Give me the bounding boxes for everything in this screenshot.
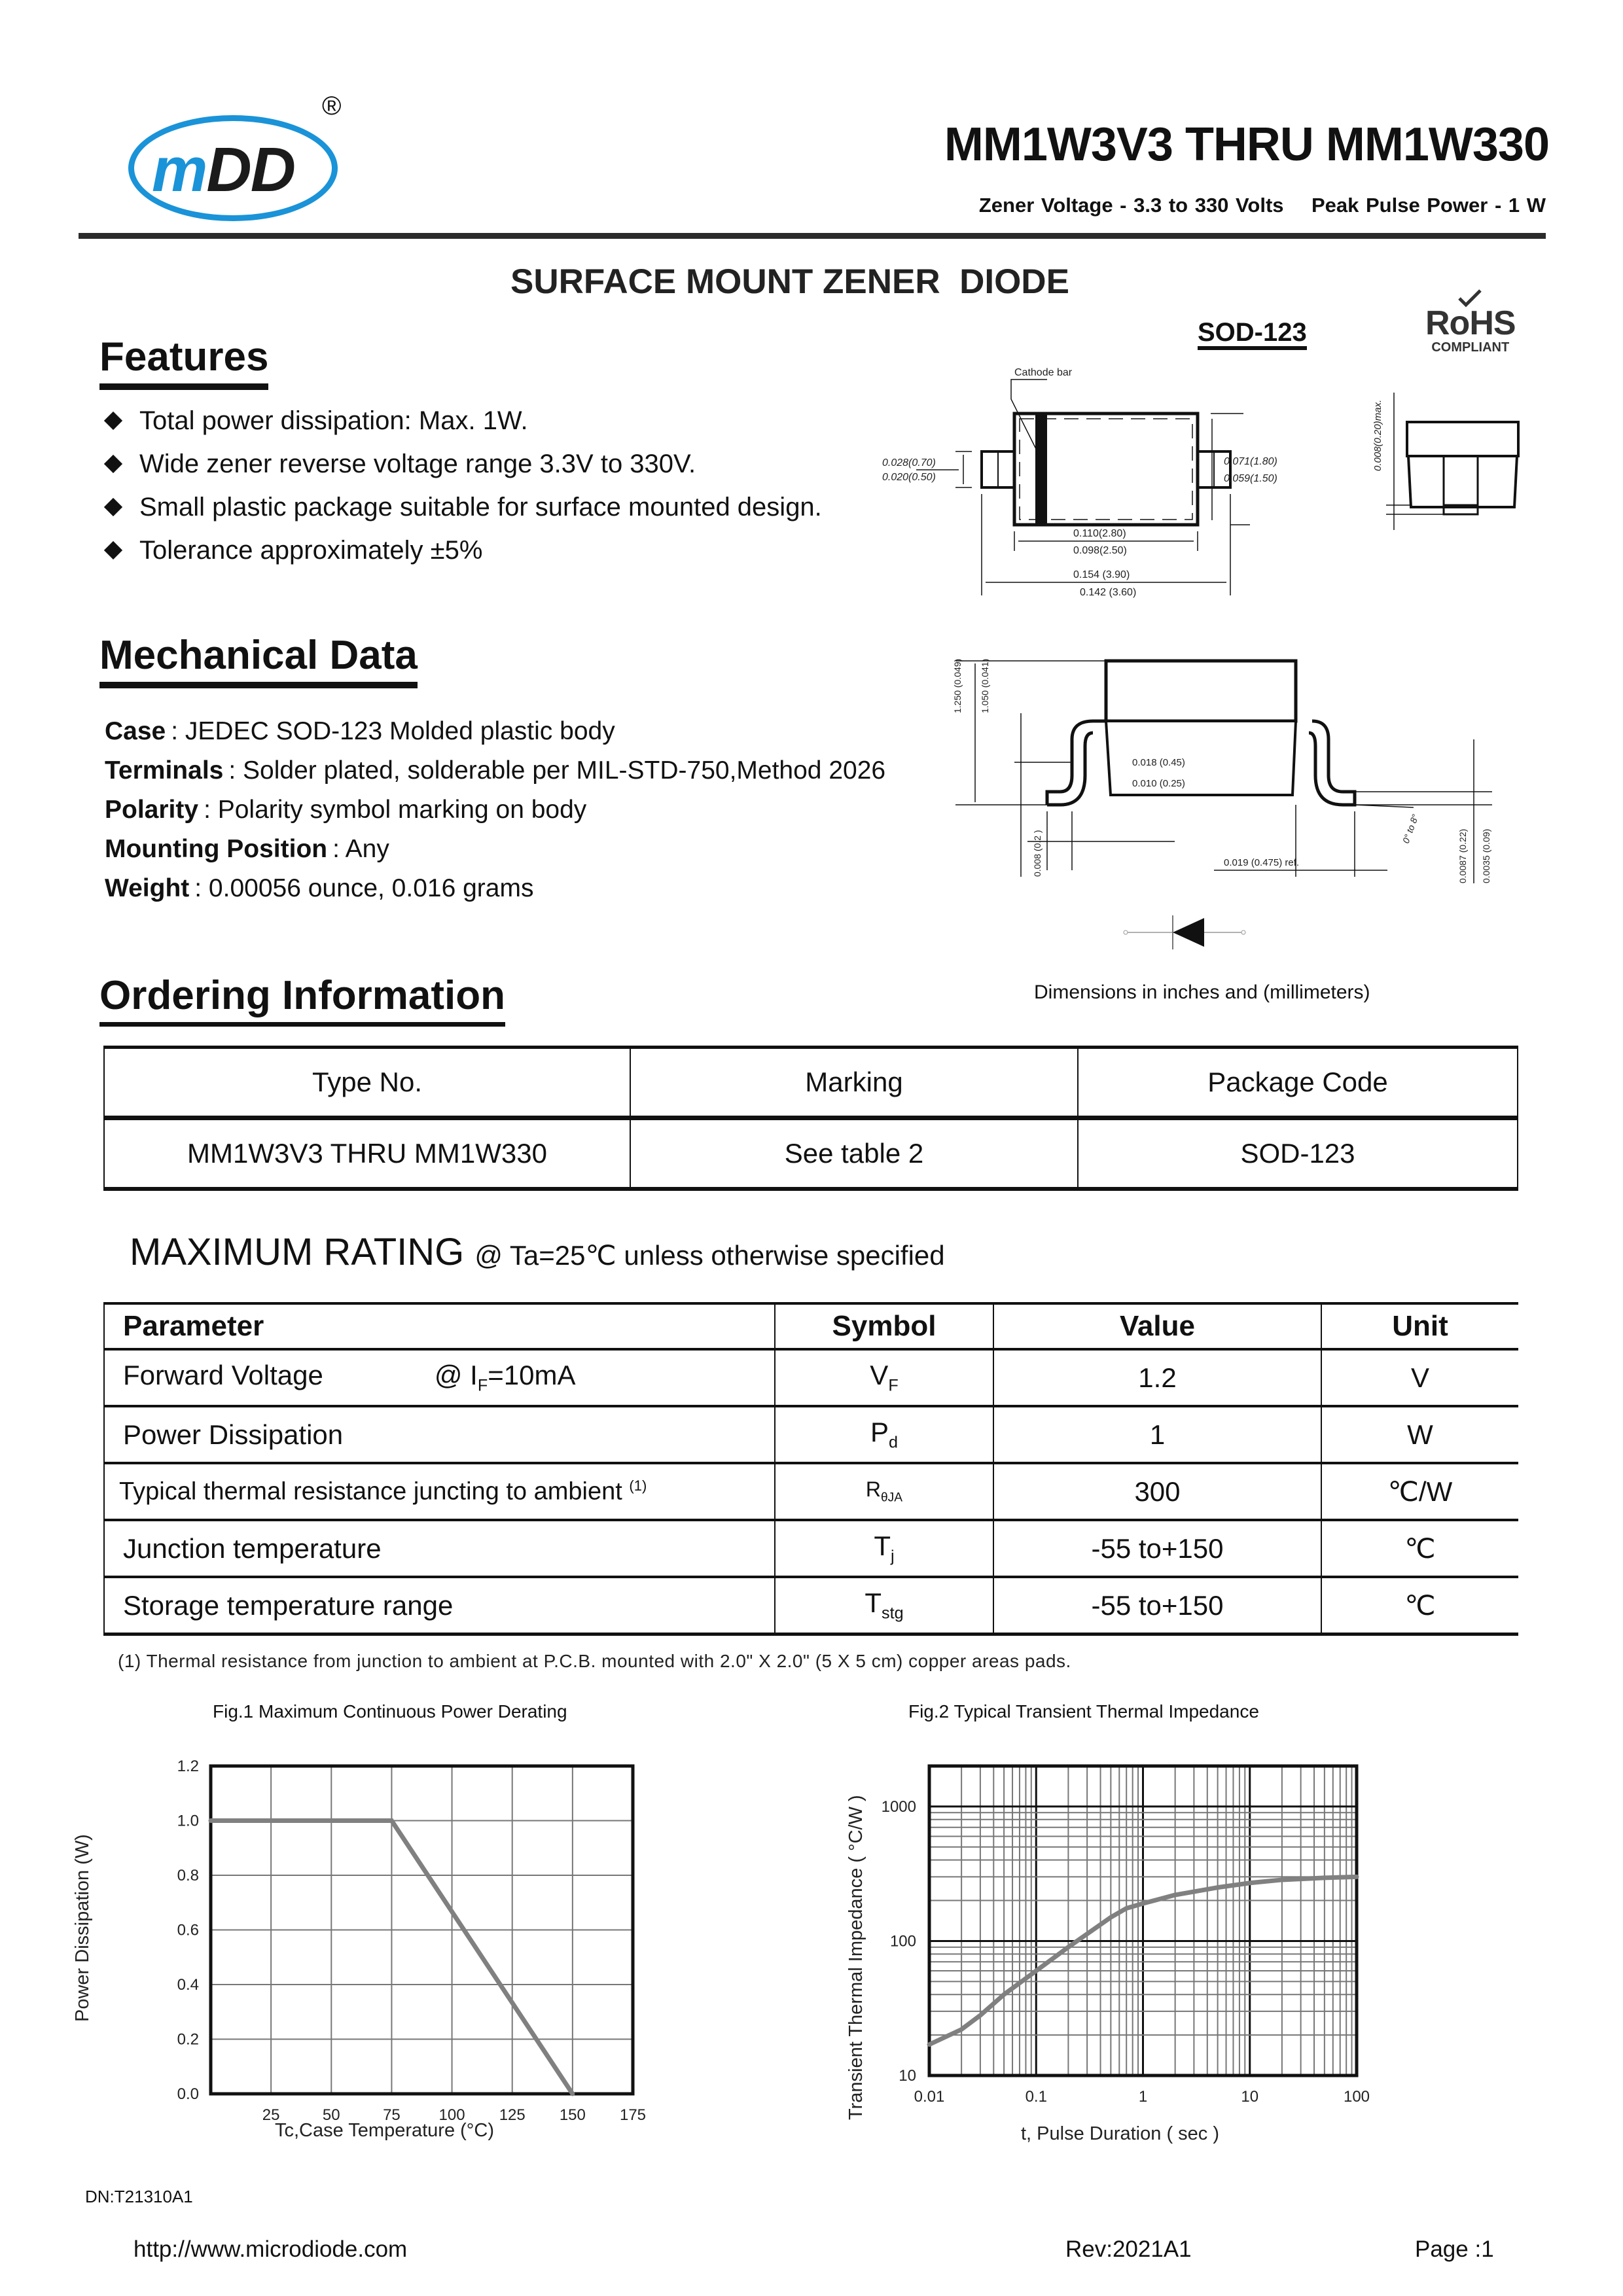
table-header-row bbox=[104, 1048, 1518, 1118]
max-rating-table bbox=[103, 1302, 1518, 1636]
column-header: Symbol bbox=[775, 1303, 993, 1349]
mech-key: Case bbox=[105, 717, 166, 745]
svg-text:0.4: 0.4 bbox=[177, 1976, 199, 1994]
cond-text: @ I bbox=[434, 1360, 478, 1391]
svg-text:0.2: 0.2 bbox=[177, 2030, 199, 2049]
svg-text:100: 100 bbox=[438, 2106, 465, 2124]
value-cell: 300 bbox=[993, 1463, 1321, 1520]
unit-cell: ℃/W bbox=[1321, 1463, 1518, 1520]
fig1-xlabel: Tc,Case Temperature (°C) bbox=[275, 2120, 495, 2141]
symbol-cell bbox=[775, 1520, 993, 1577]
mechanical-heading: Mechanical Data bbox=[99, 633, 418, 688]
dim-label: 0.018 (0.45) bbox=[1132, 757, 1185, 768]
mech-key: Mounting Position bbox=[105, 835, 328, 863]
cond-tail: =10mA bbox=[488, 1360, 576, 1391]
symbol-sub: F bbox=[888, 1376, 899, 1395]
package-top-view-drawing bbox=[877, 360, 1531, 622]
table-cell: See table 2 bbox=[630, 1118, 1078, 1190]
footnote-ref: (1) bbox=[629, 1477, 647, 1494]
table-row bbox=[104, 1349, 1518, 1406]
part-title: MM1W3V3 THRU MM1W330 bbox=[944, 118, 1549, 171]
cathode-bar-label: Cathode bar bbox=[1014, 367, 1073, 378]
thermal-footnote: (1) Thermal resistance from junction to ambient at P.C.B. mounted with 2.0" X 2.0" (5 X 5 cm) copper areas pads. bbox=[118, 1651, 1071, 1671]
table-cell: MM1W3V3 THRU MM1W330 bbox=[104, 1118, 630, 1190]
column-header: Type No. bbox=[104, 1048, 630, 1118]
package-label: SOD-123 bbox=[1198, 319, 1307, 350]
table-cell: SOD-123 bbox=[1078, 1118, 1518, 1190]
svg-text:1.2: 1.2 bbox=[177, 1757, 199, 1775]
max-rating-title bbox=[130, 1230, 945, 1274]
table-row bbox=[104, 1577, 1518, 1634]
fig2-ylabel: Transient Thermal Impedance ( °C/W ) bbox=[846, 1795, 866, 2120]
svg-text:0.6: 0.6 bbox=[177, 1921, 199, 1939]
svg-text:100: 100 bbox=[889, 1932, 916, 1951]
svg-text:1.0: 1.0 bbox=[177, 1812, 199, 1830]
mech-key: Weight bbox=[105, 874, 190, 902]
header-divider bbox=[79, 233, 1546, 239]
fig2-xlabel: t, Pulse Duration ( sec ) bbox=[1021, 2123, 1219, 2144]
mech-row-case bbox=[105, 712, 885, 751]
feature-item bbox=[101, 399, 822, 442]
dim-label: 0.020(0.50) bbox=[882, 472, 936, 483]
dim-label: 0.0087 (0.22) bbox=[1457, 828, 1468, 883]
table-row bbox=[104, 1406, 1518, 1463]
svg-text:0.01: 0.01 bbox=[914, 2088, 945, 2106]
mechanical-data-list bbox=[105, 712, 885, 908]
symbol-cell bbox=[775, 1577, 993, 1634]
symbol-sub: θJA bbox=[881, 1491, 903, 1505]
mech-row-polarity bbox=[105, 790, 885, 830]
svg-text:175: 175 bbox=[619, 2106, 647, 2124]
svg-text:50: 50 bbox=[322, 2106, 340, 2124]
logo-wordmark bbox=[152, 135, 295, 205]
feature-item bbox=[101, 442, 822, 486]
dim-label: 0.019 (0.475) ref. bbox=[1224, 857, 1300, 868]
feature-text: Total power dissipation: Max. 1W. bbox=[139, 406, 528, 435]
dim-label: 0.008(0.20)max. bbox=[1372, 399, 1383, 471]
symbol-sub: d bbox=[889, 1433, 899, 1452]
dim-label: 0.0035 (0.09) bbox=[1481, 828, 1491, 883]
symbol: T bbox=[865, 1587, 882, 1619]
ordering-heading: Ordering Information bbox=[99, 974, 505, 1027]
mech-key: Terminals bbox=[105, 756, 224, 785]
dim-label: 0.008 (0.2 ) bbox=[1032, 830, 1043, 877]
fig2-thermal-impedance-chart bbox=[881, 1766, 1370, 2106]
table-row bbox=[104, 1463, 1518, 1520]
param-cell: Junction temperature bbox=[104, 1520, 775, 1577]
unit-cell: W bbox=[1321, 1406, 1518, 1463]
table-row bbox=[104, 1520, 1518, 1577]
checkmark-icon bbox=[1457, 289, 1483, 308]
dim-label: 0.154 (3.90) bbox=[1073, 569, 1130, 580]
rohs-compliant-text: COMPLIANT bbox=[1431, 340, 1510, 355]
symbol-sub: stg bbox=[882, 1604, 904, 1623]
feature-text: Small plastic package suitable for surface mounted design. bbox=[139, 492, 822, 521]
feature-item bbox=[101, 486, 822, 529]
mech-value: : JEDEC SOD-123 Molded plastic body bbox=[171, 717, 615, 745]
document-number: DN:T21310A1 bbox=[85, 2187, 193, 2206]
unit-cell: ℃ bbox=[1321, 1577, 1518, 1634]
max-rating-condition: @ Ta=25℃ unless otherwise specified bbox=[474, 1240, 945, 1271]
document-title: SURFACE MOUNT ZENER DIODE bbox=[510, 262, 1069, 301]
param-cell bbox=[104, 1463, 775, 1520]
dim-label: 0.142 (3.60) bbox=[1080, 587, 1137, 598]
unit-cell: ℃ bbox=[1321, 1520, 1518, 1577]
mech-value: : Any bbox=[332, 835, 389, 863]
param-condition bbox=[434, 1360, 576, 1395]
page-number: Page :1 bbox=[1415, 2236, 1494, 2262]
param-cell bbox=[104, 1349, 775, 1406]
fig2-title: Fig.2 Typical Transient Thermal Impedance bbox=[908, 1701, 1259, 1722]
fig1-title: Fig.1 Maximum Continuous Power Derating bbox=[213, 1701, 567, 1722]
fig1-ylabel: Power Dissipation (W) bbox=[72, 1834, 93, 2022]
svg-text:0.0: 0.0 bbox=[177, 2085, 199, 2103]
dim-label: 0.110(2.80) bbox=[1073, 528, 1126, 539]
dimensions-note: Dimensions in inches and (millimeters) bbox=[1034, 981, 1370, 1003]
column-header: Value bbox=[993, 1303, 1321, 1349]
mech-value: : Solder plated, solderable per MIL-STD-750,Method 2026 bbox=[228, 756, 886, 785]
column-header: Marking bbox=[630, 1048, 1078, 1118]
symbol: T bbox=[874, 1530, 891, 1562]
column-header: Package Code bbox=[1078, 1048, 1518, 1118]
symbol-cell bbox=[775, 1349, 993, 1406]
column-header: Unit bbox=[1321, 1303, 1518, 1349]
feature-item bbox=[101, 529, 822, 572]
rohs-badge bbox=[1425, 306, 1516, 355]
table-row bbox=[104, 1118, 1518, 1190]
dim-label: 0.098(2.50) bbox=[1073, 545, 1127, 556]
value-cell: 1 bbox=[993, 1406, 1321, 1463]
svg-text:150: 150 bbox=[559, 2106, 586, 2124]
param-cell: Power Dissipation bbox=[104, 1406, 775, 1463]
features-list bbox=[101, 399, 822, 572]
diamond-bullet-icon bbox=[104, 498, 122, 516]
dim-label: 0° to 8° bbox=[1400, 813, 1421, 845]
svg-text:1000: 1000 bbox=[881, 1797, 916, 1816]
svg-text:25: 25 bbox=[262, 2106, 280, 2124]
symbol-sub: j bbox=[891, 1547, 895, 1566]
diode-symbol-icon bbox=[1119, 913, 1250, 952]
mech-row-mounting bbox=[105, 830, 885, 869]
value-cell: 1.2 bbox=[993, 1349, 1321, 1406]
dim-label: 0.071(1.80) bbox=[1224, 456, 1277, 467]
diamond-bullet-icon bbox=[104, 455, 122, 473]
dim-label: 1.250 (0.049) bbox=[952, 658, 963, 713]
svg-text:0.8: 0.8 bbox=[177, 1867, 199, 1884]
feature-text: Tolerance approximately ±5% bbox=[139, 535, 483, 565]
unit-cell: V bbox=[1321, 1349, 1518, 1406]
svg-text:10: 10 bbox=[1241, 2088, 1259, 2106]
ordering-table bbox=[103, 1046, 1518, 1191]
mech-value: : Polarity symbol marking on body bbox=[204, 796, 587, 824]
value-cell: -55 to+150 bbox=[993, 1577, 1321, 1634]
feature-text: Wide zener reverse voltage range 3.3V to 330V. bbox=[139, 449, 696, 478]
diamond-bullet-icon bbox=[104, 541, 122, 559]
symbol-cell bbox=[775, 1463, 993, 1520]
dim-label: 0.028(0.70) bbox=[882, 457, 936, 468]
revision: Rev:2021A1 bbox=[1065, 2236, 1192, 2262]
dim-label: 0.059(1.50) bbox=[1224, 473, 1277, 484]
rohs-text: RoHS bbox=[1425, 304, 1516, 342]
symbol-cell bbox=[775, 1406, 993, 1463]
features-heading: Features bbox=[99, 335, 268, 390]
symbol: R bbox=[865, 1477, 882, 1502]
param-text: Typical thermal resistance juncting to ambient bbox=[119, 1477, 622, 1506]
symbol: V bbox=[870, 1360, 889, 1391]
param-text: Forward Voltage bbox=[123, 1360, 323, 1391]
svg-text:0.1: 0.1 bbox=[1025, 2088, 1047, 2106]
mech-key: Polarity bbox=[105, 796, 199, 824]
fig1-power-derating-chart bbox=[177, 1757, 647, 2124]
dim-label: 1.050 (0.041) bbox=[980, 658, 990, 713]
max-rating-heading: MAXIMUM RATING bbox=[130, 1231, 465, 1273]
mech-value: : 0.00056 ounce, 0.016 grams bbox=[194, 874, 534, 902]
logo-dd: DD bbox=[206, 135, 295, 205]
svg-text:10: 10 bbox=[899, 2067, 916, 2085]
website-link[interactable]: http://www.microdiode.com bbox=[134, 2236, 408, 2262]
logo-m: m bbox=[152, 135, 207, 205]
mech-row-terminals bbox=[105, 751, 885, 790]
dim-label: 0.010 (0.25) bbox=[1132, 778, 1185, 789]
svg-text:125: 125 bbox=[499, 2106, 526, 2124]
registered-mark: ® bbox=[322, 92, 342, 120]
table-header-row bbox=[104, 1303, 1518, 1349]
diamond-bullet-icon bbox=[104, 412, 122, 430]
value-cell: -55 to+150 bbox=[993, 1520, 1321, 1577]
column-header: Parameter bbox=[104, 1303, 775, 1349]
svg-text:75: 75 bbox=[383, 2106, 401, 2124]
package-side-view-drawing bbox=[942, 648, 1505, 883]
symbol: P bbox=[870, 1417, 889, 1448]
svg-text:100: 100 bbox=[1343, 2088, 1370, 2106]
param-cell: Storage temperature range bbox=[104, 1577, 775, 1634]
svg-text:1: 1 bbox=[1138, 2088, 1148, 2106]
mech-row-weight bbox=[105, 869, 885, 908]
cond-sub: F bbox=[477, 1376, 488, 1395]
part-subtitle: Zener Voltage - 3.3 to 330 Volts Peak Pulse Power - 1 W bbox=[978, 194, 1546, 217]
